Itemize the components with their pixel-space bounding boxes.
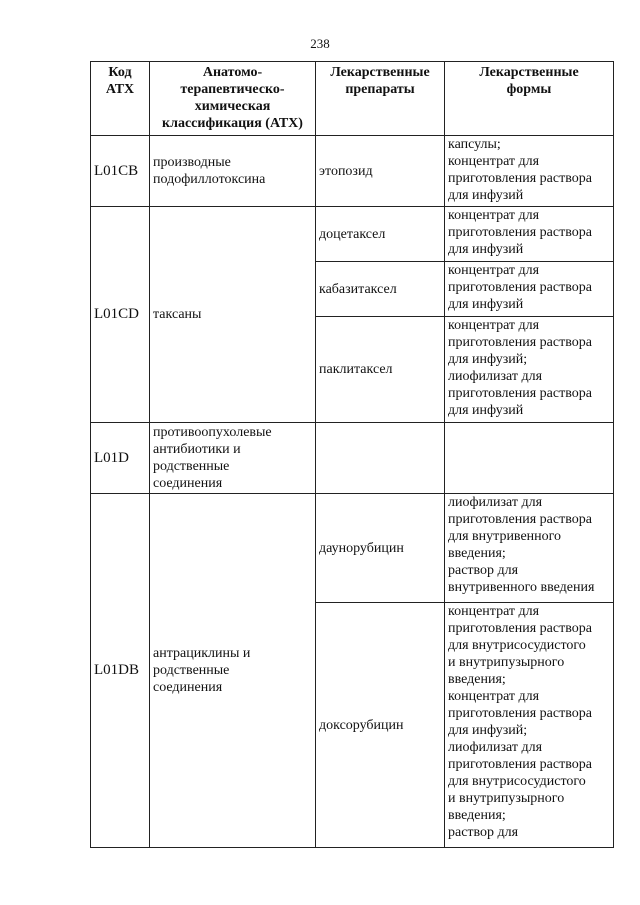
text-line: антрациклины и <box>153 646 251 661</box>
text-line: лиофилизат для <box>448 495 543 510</box>
text-line: введения; <box>448 808 506 823</box>
text-line: внутривенного введения <box>448 580 595 595</box>
text-line: концентрат для <box>448 208 540 223</box>
text-line: приготовления раствора <box>448 280 592 295</box>
atc-code: L01CB <box>91 136 150 207</box>
drug-name: доцетаксел <box>316 207 445 262</box>
atc-code: L01CD <box>91 207 150 423</box>
text-line: капсулы; <box>448 137 501 152</box>
atc-code: L01D <box>91 423 150 494</box>
table-row <box>91 207 614 262</box>
header-forms <box>445 62 614 136</box>
text-line: раствор для <box>448 563 519 578</box>
text-line: родственные <box>153 663 230 678</box>
text-line: лиофилизат для <box>448 740 543 755</box>
drug-name: доксорубицин <box>316 603 445 848</box>
text-line: для инфузий <box>448 242 524 257</box>
text-line: химическая <box>194 99 271 114</box>
text-line: Код <box>108 65 132 80</box>
atc-classification <box>150 423 316 494</box>
dosage-forms <box>445 136 614 207</box>
text-line: приготовления раствора <box>448 706 592 721</box>
text-line: приготовления раствора <box>448 335 592 350</box>
text-line: АТХ <box>105 82 135 97</box>
text-line: для инфузий <box>448 403 524 418</box>
text-line: производные <box>153 155 231 170</box>
text-line: лиофилизат для <box>448 369 543 384</box>
dosage-forms <box>445 207 614 262</box>
text-line: для внутривенного <box>448 529 562 544</box>
text-line: терапевтическо- <box>180 82 285 97</box>
text-line: соединения <box>153 476 223 491</box>
dosage-forms <box>445 494 614 603</box>
dosage-forms-empty <box>445 423 614 494</box>
drug-name: кабазитаксел <box>316 262 445 317</box>
text-line: введения; <box>448 546 506 561</box>
text-line: приготовления раствора <box>448 512 592 527</box>
text-line: приготовления раствора <box>448 386 592 401</box>
text-line: подофиллотоксина <box>153 172 266 187</box>
atc-code: L01DB <box>91 494 150 848</box>
text-line: приготовления раствора <box>448 171 592 186</box>
text-line: формы <box>506 82 552 97</box>
text-line: препараты <box>345 82 415 97</box>
drug-name: паклитаксел <box>316 317 445 423</box>
text-line: родственные <box>153 459 230 474</box>
atc-drug-table <box>90 61 614 848</box>
drug-name-empty <box>316 423 445 494</box>
dosage-forms <box>445 603 614 848</box>
text-line: для внутрисосудистого <box>448 774 586 789</box>
text-line: приготовления раствора <box>448 621 592 636</box>
text-line: концентрат для <box>448 263 540 278</box>
table-row <box>91 494 614 603</box>
drug-name: даунорубицин <box>316 494 445 603</box>
header-drugs <box>316 62 445 136</box>
text-line: концентрат для <box>448 318 540 333</box>
text-line: введения; <box>448 672 506 687</box>
text-line: Лекарственные <box>479 65 579 80</box>
text-line: соединения <box>153 680 223 695</box>
text-line: для инфузий <box>448 188 524 203</box>
text-line: концентрат для <box>448 689 540 704</box>
text-line: Анатомо- <box>202 65 263 80</box>
text-line: классификация (АТХ) <box>162 116 303 131</box>
text-line: концентрат для <box>448 154 540 169</box>
text-line: для инфузий; <box>448 352 528 367</box>
dosage-forms <box>445 317 614 423</box>
text-line: концентрат для <box>448 604 540 619</box>
text-line: для внутрисосудистого <box>448 638 586 653</box>
page-number: 238 <box>310 36 330 51</box>
table-row <box>91 136 614 207</box>
text-line: антибиотики и <box>153 442 241 457</box>
dosage-forms <box>445 262 614 317</box>
table-header-row <box>91 62 614 136</box>
text-line: раствор для <box>448 825 519 840</box>
table-row <box>91 423 614 494</box>
drug-name: этопозид <box>316 136 445 207</box>
text-line: приготовления раствора <box>448 757 592 772</box>
text-line: противоопухолевые <box>153 425 272 440</box>
atc-classification <box>150 207 316 423</box>
text-line: и внутрипузырного <box>448 791 565 806</box>
header-classification <box>150 62 316 136</box>
atc-classification <box>150 136 316 207</box>
header-code <box>91 62 150 136</box>
text-line: таксаны <box>153 307 202 322</box>
text-line: Лекарственные <box>330 65 430 80</box>
text-line: и внутрипузырного <box>448 655 565 670</box>
text-line: для инфузий <box>448 297 524 312</box>
text-line: приготовления раствора <box>448 225 592 240</box>
atc-classification <box>150 494 316 848</box>
text-line: для инфузий; <box>448 723 528 738</box>
